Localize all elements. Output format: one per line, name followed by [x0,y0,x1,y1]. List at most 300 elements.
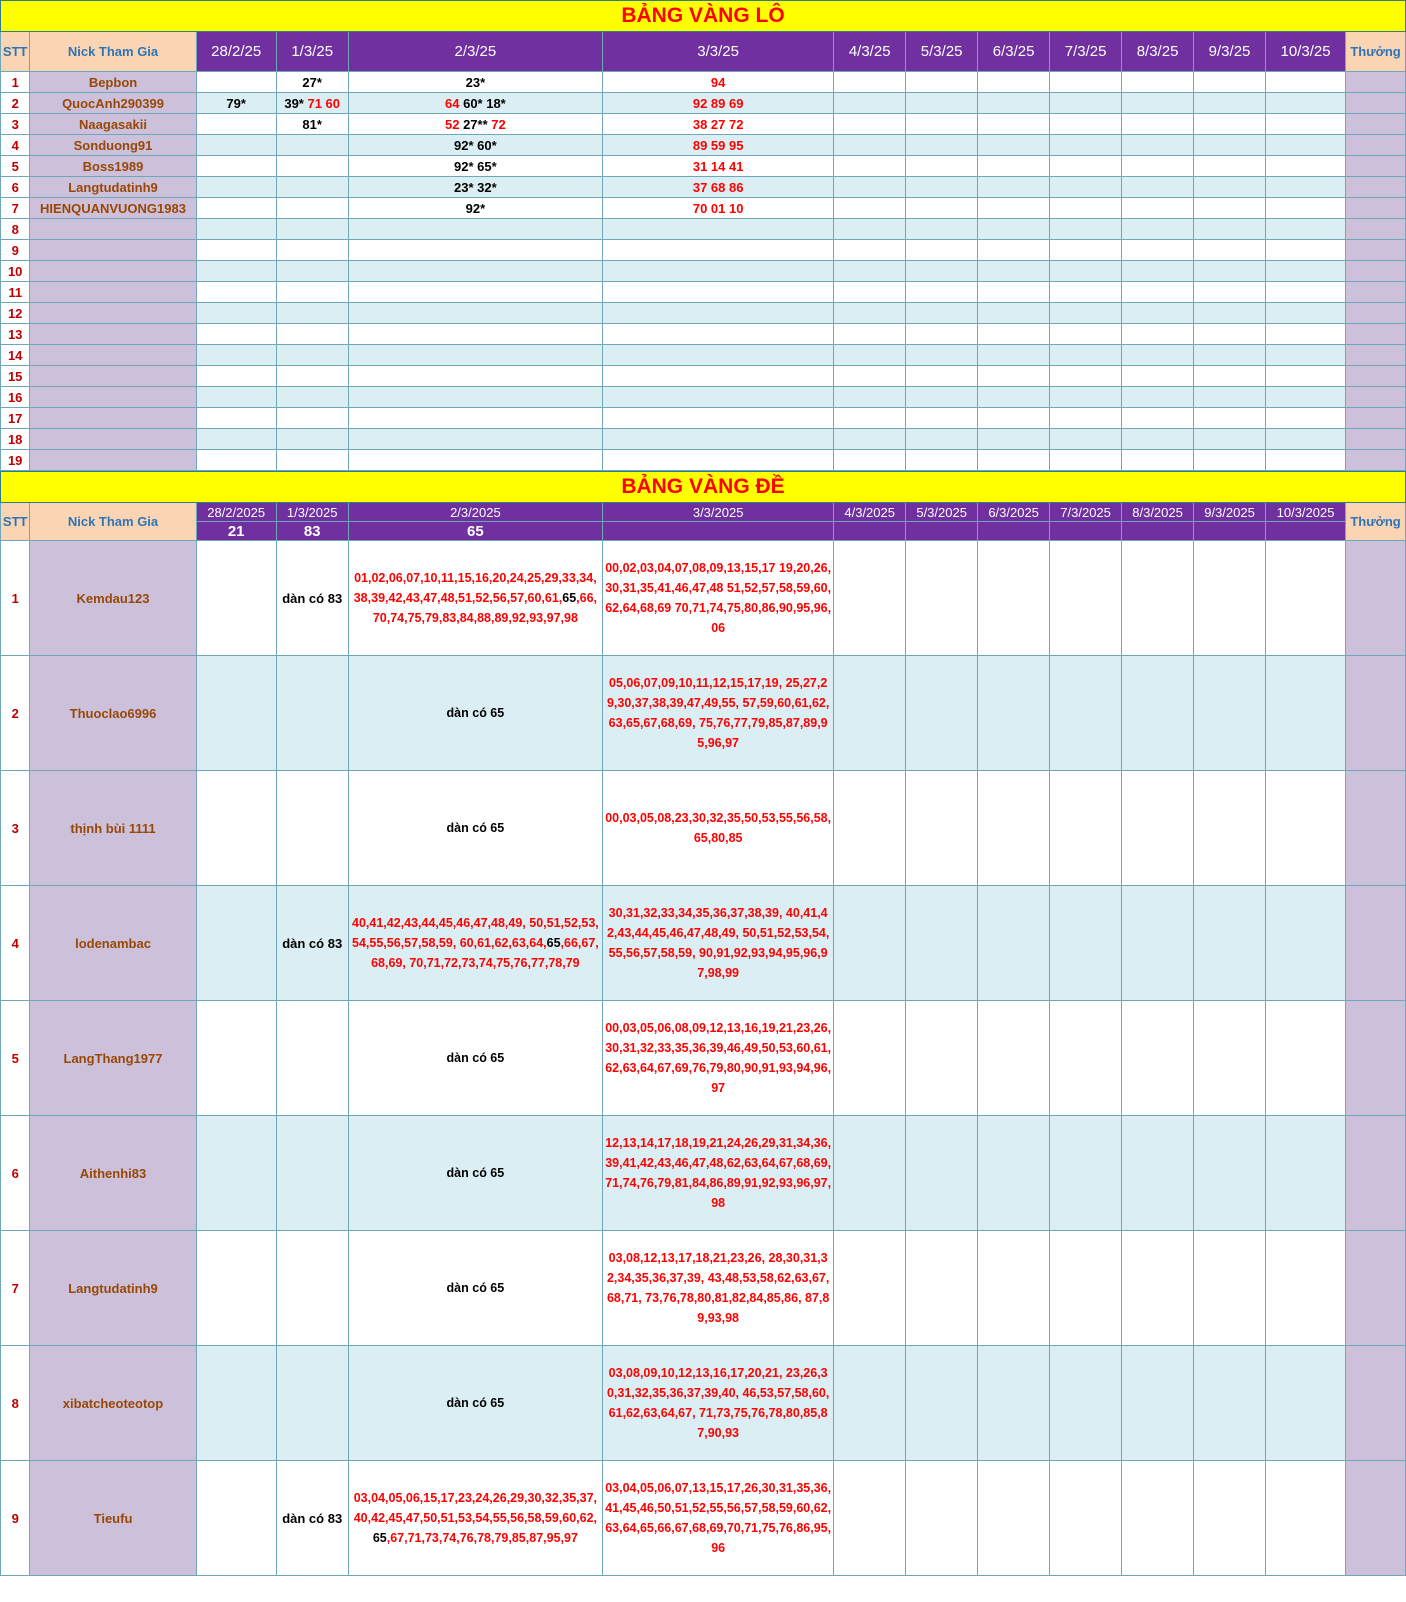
lo-row-cell[interactable] [1194,429,1266,450]
lo-row-cell[interactable] [603,429,834,450]
lo-row-cell[interactable] [1194,345,1266,366]
lo-row-cell[interactable] [834,450,906,471]
lo-row-cell[interactable] [603,366,834,387]
lo-row-cell[interactable] [348,324,602,345]
lo-row-cell[interactable] [834,93,906,114]
lo-row-cell[interactable] [348,429,602,450]
lo-row-cell[interactable] [196,72,276,93]
de-row-cell[interactable] [906,1461,978,1576]
lo-row-cell[interactable] [603,219,834,240]
de-row-cell[interactable] [906,1116,978,1231]
de-row-cell[interactable] [1050,886,1122,1001]
lo-row-cell[interactable] [906,429,978,450]
de-row-cell[interactable] [196,886,276,1001]
lo-row-cell[interactable] [1194,450,1266,471]
lo-row-cell[interactable] [348,366,602,387]
de-row-cell[interactable] [348,1116,602,1231]
de-row-cell[interactable] [603,1001,834,1116]
lo-row-cell[interactable] [978,72,1050,93]
de-row-cell[interactable] [978,1346,1050,1461]
de-row-cell[interactable] [1266,1346,1346,1461]
lo-row-cell[interactable] [1050,261,1122,282]
de-row-cell[interactable] [978,541,1050,656]
lo-row-cell[interactable] [1050,198,1122,219]
lo-row-cell[interactable] [978,114,1050,135]
de-row-cell[interactable] [276,1116,348,1231]
de-row-cell[interactable] [1194,1346,1266,1461]
lo-row-cell[interactable] [276,429,348,450]
lo-row-cell[interactable] [1122,135,1194,156]
lo-row-cell[interactable] [196,156,276,177]
de-row-cell[interactable] [276,771,348,886]
de-row-cell[interactable] [1050,1116,1122,1231]
lo-row-cell[interactable] [1122,324,1194,345]
lo-row-cell[interactable] [1194,408,1266,429]
de-row-cell[interactable] [1266,1231,1346,1346]
lo-row-cell[interactable] [276,240,348,261]
lo-row-cell[interactable] [1122,261,1194,282]
lo-row-cell[interactable] [603,345,834,366]
lo-row-cell[interactable] [1266,240,1346,261]
lo-row-cell[interactable] [1050,324,1122,345]
lo-row-cell[interactable] [276,261,348,282]
lo-row-cell[interactable] [978,345,1050,366]
lo-row-cell[interactable] [348,450,602,471]
lo-row-cell[interactable] [276,198,348,219]
lo-row-cell[interactable] [276,93,348,114]
lo-row-cell[interactable] [603,177,834,198]
de-row-cell[interactable] [834,541,906,656]
lo-row-cell[interactable] [906,219,978,240]
lo-row-cell[interactable] [1122,408,1194,429]
de-row-cell[interactable] [603,1346,834,1461]
lo-row-cell[interactable] [348,219,602,240]
lo-row-cell[interactable] [834,387,906,408]
lo-row-cell[interactable] [348,261,602,282]
lo-row-cell[interactable] [1266,93,1346,114]
de-row-cell[interactable] [834,1346,906,1461]
de-row-cell[interactable] [1194,771,1266,886]
de-row-cell[interactable] [978,1231,1050,1346]
de-row-cell[interactable] [1122,1346,1194,1461]
lo-row-cell[interactable] [1266,156,1346,177]
lo-row-cell[interactable] [1050,135,1122,156]
lo-row-cell[interactable] [906,177,978,198]
lo-row-cell[interactable] [1194,303,1266,324]
de-row-cell[interactable] [906,1346,978,1461]
lo-row-cell[interactable] [603,72,834,93]
lo-row-cell[interactable] [603,135,834,156]
lo-row-cell[interactable] [603,240,834,261]
lo-row-cell[interactable] [348,156,602,177]
lo-row-cell[interactable] [603,282,834,303]
de-row-cell[interactable] [603,1116,834,1231]
lo-row-cell[interactable] [1050,156,1122,177]
de-row-cell[interactable] [906,1231,978,1346]
lo-row-cell[interactable] [196,135,276,156]
lo-row-cell[interactable] [603,303,834,324]
lo-row-cell[interactable] [603,156,834,177]
lo-row-cell[interactable] [196,114,276,135]
de-row-cell[interactable] [1050,771,1122,886]
de-row-cell[interactable] [834,1461,906,1576]
lo-row-cell[interactable] [906,387,978,408]
de-row-cell[interactable] [834,771,906,886]
lo-row-cell[interactable] [348,198,602,219]
lo-row-cell[interactable] [906,135,978,156]
lo-row-cell[interactable] [1050,345,1122,366]
lo-row-cell[interactable] [1266,450,1346,471]
de-row-cell[interactable] [1266,771,1346,886]
lo-row-cell[interactable] [276,72,348,93]
lo-row-cell[interactable] [1050,72,1122,93]
lo-row-cell[interactable] [1194,387,1266,408]
de-row-cell[interactable] [348,1346,602,1461]
lo-row-cell[interactable] [276,303,348,324]
lo-row-cell[interactable] [276,177,348,198]
de-row-cell[interactable] [834,656,906,771]
de-row-cell[interactable] [1050,1346,1122,1461]
de-row-cell[interactable] [1122,541,1194,656]
lo-row-cell[interactable] [1194,261,1266,282]
lo-row-cell[interactable] [978,450,1050,471]
lo-row-cell[interactable] [906,450,978,471]
de-row-cell[interactable] [1122,1116,1194,1231]
lo-row-cell[interactable] [834,366,906,387]
lo-row-cell[interactable] [1122,303,1194,324]
de-row-cell[interactable] [276,1001,348,1116]
de-row-cell[interactable] [1050,1001,1122,1116]
lo-row-cell[interactable] [906,366,978,387]
lo-row-cell[interactable] [348,408,602,429]
lo-row-cell[interactable] [978,135,1050,156]
lo-row-cell[interactable] [906,156,978,177]
lo-row-cell[interactable] [348,93,602,114]
lo-row-cell[interactable] [978,303,1050,324]
lo-row-cell[interactable] [834,219,906,240]
lo-row-cell[interactable] [978,408,1050,429]
lo-row-cell[interactable] [1266,198,1346,219]
lo-row-cell[interactable] [1266,261,1346,282]
lo-row-cell[interactable] [906,261,978,282]
de-row-cell[interactable] [834,886,906,1001]
de-row-cell[interactable] [348,1001,602,1116]
lo-row-cell[interactable] [834,240,906,261]
lo-row-cell[interactable] [196,429,276,450]
lo-row-cell[interactable] [834,156,906,177]
de-row-cell[interactable] [603,771,834,886]
lo-row-cell[interactable] [603,198,834,219]
lo-row-cell[interactable] [276,366,348,387]
lo-row-cell[interactable] [1122,240,1194,261]
de-row-cell[interactable] [1122,1001,1194,1116]
lo-row-cell[interactable] [1194,366,1266,387]
de-row-cell[interactable] [196,1001,276,1116]
de-row-cell[interactable] [1122,656,1194,771]
lo-row-cell[interactable] [1122,177,1194,198]
lo-row-cell[interactable] [1122,387,1194,408]
lo-row-cell[interactable] [1194,177,1266,198]
de-row-cell[interactable] [978,1001,1050,1116]
lo-row-cell[interactable] [906,408,978,429]
lo-row-cell[interactable] [196,177,276,198]
de-row-cell[interactable] [196,1346,276,1461]
lo-row-cell[interactable] [978,177,1050,198]
de-row-cell[interactable] [1122,886,1194,1001]
lo-row-cell[interactable] [1122,114,1194,135]
lo-row-cell[interactable] [906,345,978,366]
de-row-cell[interactable] [196,1116,276,1231]
lo-row-cell[interactable] [603,261,834,282]
de-row-cell[interactable] [1050,1461,1122,1576]
lo-row-cell[interactable] [978,387,1050,408]
lo-row-cell[interactable] [1050,303,1122,324]
de-row-cell[interactable] [1050,1231,1122,1346]
lo-row-cell[interactable] [348,72,602,93]
de-row-cell[interactable] [1050,656,1122,771]
lo-row-cell[interactable] [1050,93,1122,114]
lo-row-cell[interactable] [276,387,348,408]
de-row-cell[interactable] [1194,1116,1266,1231]
lo-row-cell[interactable] [1122,93,1194,114]
lo-row-cell[interactable] [1194,282,1266,303]
lo-row-cell[interactable] [1050,387,1122,408]
lo-row-cell[interactable] [1194,93,1266,114]
lo-row-cell[interactable] [1050,450,1122,471]
lo-row-cell[interactable] [196,198,276,219]
lo-row-cell[interactable] [834,198,906,219]
lo-row-cell[interactable] [348,387,602,408]
de-row-cell[interactable] [1266,1001,1346,1116]
de-row-cell[interactable] [348,541,602,656]
de-row-cell[interactable] [978,1461,1050,1576]
lo-row-cell[interactable] [1266,429,1346,450]
lo-row-cell[interactable] [1194,135,1266,156]
de-row-cell[interactable] [196,1231,276,1346]
lo-row-cell[interactable] [603,114,834,135]
lo-row-cell[interactable] [906,198,978,219]
de-row-cell[interactable] [1266,541,1346,656]
de-row-cell[interactable] [1266,886,1346,1001]
lo-row-cell[interactable] [1266,135,1346,156]
de-row-cell[interactable] [603,656,834,771]
lo-row-cell[interactable] [1194,72,1266,93]
lo-row-cell[interactable] [1050,429,1122,450]
lo-row-cell[interactable] [196,366,276,387]
lo-row-cell[interactable] [1122,450,1194,471]
lo-row-cell[interactable] [1122,219,1194,240]
lo-row-cell[interactable] [196,324,276,345]
de-row-cell[interactable] [906,886,978,1001]
lo-row-cell[interactable] [834,303,906,324]
lo-row-cell[interactable] [978,156,1050,177]
de-row-cell[interactable] [276,656,348,771]
lo-row-cell[interactable] [276,114,348,135]
lo-row-cell[interactable] [348,303,602,324]
de-row-cell[interactable] [276,541,348,656]
de-row-cell[interactable] [1194,1461,1266,1576]
lo-row-cell[interactable] [348,240,602,261]
lo-row-cell[interactable] [1266,282,1346,303]
lo-row-cell[interactable] [348,345,602,366]
lo-row-cell[interactable] [196,240,276,261]
lo-row-cell[interactable] [196,261,276,282]
de-row-cell[interactable] [603,1461,834,1576]
lo-row-cell[interactable] [1122,345,1194,366]
de-row-cell[interactable] [1266,1116,1346,1231]
de-row-cell[interactable] [1122,1231,1194,1346]
de-row-cell[interactable] [196,656,276,771]
de-row-cell[interactable] [978,1116,1050,1231]
de-row-cell[interactable] [1194,656,1266,771]
lo-row-cell[interactable] [978,366,1050,387]
lo-row-cell[interactable] [1194,324,1266,345]
de-row-cell[interactable] [1194,541,1266,656]
de-row-cell[interactable] [1050,541,1122,656]
lo-row-cell[interactable] [1050,219,1122,240]
de-row-cell[interactable] [276,886,348,1001]
lo-row-cell[interactable] [1194,198,1266,219]
lo-row-cell[interactable] [1266,387,1346,408]
lo-row-cell[interactable] [348,114,602,135]
lo-row-cell[interactable] [603,93,834,114]
de-row-cell[interactable] [1266,1461,1346,1576]
lo-row-cell[interactable] [834,282,906,303]
lo-row-cell[interactable] [603,408,834,429]
de-row-cell[interactable] [906,1001,978,1116]
lo-row-cell[interactable] [1266,72,1346,93]
lo-row-cell[interactable] [1266,177,1346,198]
de-row-cell[interactable] [348,656,602,771]
lo-row-cell[interactable] [978,93,1050,114]
de-row-cell[interactable] [603,886,834,1001]
lo-row-cell[interactable] [834,135,906,156]
de-row-cell[interactable] [603,541,834,656]
lo-row-cell[interactable] [603,324,834,345]
lo-row-cell[interactable] [276,345,348,366]
lo-row-cell[interactable] [348,135,602,156]
de-row-cell[interactable] [276,1231,348,1346]
lo-row-cell[interactable] [196,408,276,429]
de-row-cell[interactable] [1194,1001,1266,1116]
lo-row-cell[interactable] [906,282,978,303]
lo-row-cell[interactable] [834,261,906,282]
lo-row-cell[interactable] [1266,408,1346,429]
lo-row-cell[interactable] [1122,282,1194,303]
lo-row-cell[interactable] [276,156,348,177]
de-row-cell[interactable] [196,541,276,656]
de-row-cell[interactable] [348,1231,602,1346]
lo-row-cell[interactable] [1050,177,1122,198]
de-row-cell[interactable] [834,1116,906,1231]
lo-row-cell[interactable] [906,93,978,114]
lo-row-cell[interactable] [196,219,276,240]
de-row-cell[interactable] [978,656,1050,771]
de-row-cell[interactable] [348,1461,602,1576]
lo-row-cell[interactable] [978,219,1050,240]
de-row-cell[interactable] [906,656,978,771]
lo-row-cell[interactable] [978,429,1050,450]
lo-row-cell[interactable] [978,282,1050,303]
lo-row-cell[interactable] [196,282,276,303]
de-row-cell[interactable] [348,886,602,1001]
lo-row-cell[interactable] [834,177,906,198]
lo-row-cell[interactable] [1266,345,1346,366]
lo-row-cell[interactable] [834,429,906,450]
lo-row-cell[interactable] [978,261,1050,282]
lo-row-cell[interactable] [276,450,348,471]
lo-row-cell[interactable] [196,303,276,324]
lo-row-cell[interactable] [1050,366,1122,387]
lo-row-cell[interactable] [1266,366,1346,387]
lo-row-cell[interactable] [1050,282,1122,303]
lo-row-cell[interactable] [1122,429,1194,450]
lo-row-cell[interactable] [1122,156,1194,177]
lo-row-cell[interactable] [834,324,906,345]
de-row-cell[interactable] [276,1461,348,1576]
lo-row-cell[interactable] [276,282,348,303]
lo-row-cell[interactable] [348,177,602,198]
de-row-cell[interactable] [348,771,602,886]
lo-row-cell[interactable] [196,387,276,408]
de-row-cell[interactable] [196,1461,276,1576]
de-row-cell[interactable] [1194,886,1266,1001]
lo-row-cell[interactable] [1266,324,1346,345]
lo-row-cell[interactable] [1050,240,1122,261]
lo-row-cell[interactable] [834,408,906,429]
lo-row-cell[interactable] [276,219,348,240]
de-row-cell[interactable] [1122,771,1194,886]
lo-row-cell[interactable] [196,345,276,366]
lo-row-cell[interactable] [906,240,978,261]
lo-row-cell[interactable] [906,303,978,324]
lo-row-cell[interactable] [1266,303,1346,324]
lo-row-cell[interactable] [1194,219,1266,240]
de-row-cell[interactable] [276,1346,348,1461]
lo-row-cell[interactable] [196,450,276,471]
lo-row-cell[interactable] [1050,114,1122,135]
lo-row-cell[interactable] [276,408,348,429]
de-row-cell[interactable] [978,886,1050,1001]
de-row-cell[interactable] [1266,656,1346,771]
lo-row-cell[interactable] [906,72,978,93]
lo-row-cell[interactable] [834,345,906,366]
de-row-cell[interactable] [978,771,1050,886]
de-row-cell[interactable] [834,1001,906,1116]
lo-row-cell[interactable] [1266,114,1346,135]
de-row-cell[interactable] [834,1231,906,1346]
de-row-cell[interactable] [1122,1461,1194,1576]
lo-row-cell[interactable] [1122,198,1194,219]
lo-row-cell[interactable] [603,450,834,471]
lo-row-cell[interactable] [978,198,1050,219]
lo-row-cell[interactable] [978,240,1050,261]
lo-row-cell[interactable] [276,324,348,345]
lo-row-cell[interactable] [834,114,906,135]
lo-row-cell[interactable] [1194,156,1266,177]
lo-row-cell[interactable] [906,114,978,135]
lo-row-cell[interactable] [196,93,276,114]
lo-row-cell[interactable] [1050,408,1122,429]
de-row-cell[interactable] [906,771,978,886]
lo-row-cell[interactable] [1122,366,1194,387]
de-row-cell[interactable] [1194,1231,1266,1346]
lo-row-cell[interactable] [348,282,602,303]
lo-row-cell[interactable] [603,387,834,408]
de-row-cell[interactable] [196,771,276,886]
lo-row-cell[interactable] [1266,219,1346,240]
lo-row-cell[interactable] [1122,72,1194,93]
